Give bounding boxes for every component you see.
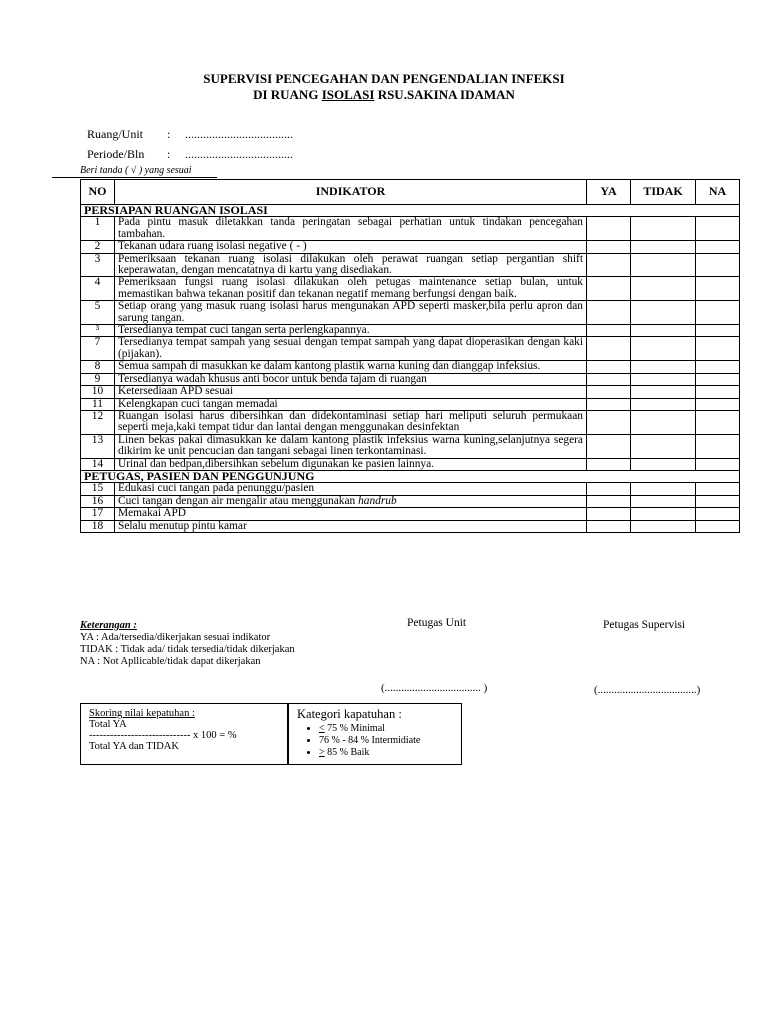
checkbox-cell-tidak[interactable] [631, 434, 696, 458]
row-indikator [115, 277, 587, 301]
checkbox-cell-tidak[interactable] [631, 508, 696, 520]
field-periode-bln[interactable] [87, 147, 293, 162]
indikator-text: Linen bekas pakai dimasukkan ke dalam kantong plastik infeksius warna kuning,selanjutnya segera dikirim ke unit pencucian dan tangani sebagai linen terkontaminasi. [118, 433, 583, 458]
row-indikator [115, 410, 587, 434]
row-indikator [115, 361, 587, 373]
checkbox-cell-na[interactable] [696, 386, 740, 398]
indicator-table [80, 179, 740, 533]
checkbox-cell-ya[interactable] [587, 373, 631, 385]
checkbox-cell-ya[interactable] [587, 495, 631, 507]
table-header-row [81, 180, 740, 205]
row-number: 7 [81, 337, 115, 361]
table-row [81, 508, 740, 520]
kategori-text: 85 % Baik [324, 747, 370, 758]
indikator-text: Tekanan udara ruang isolasi negative ( - ) [118, 240, 307, 253]
indikator-text: Memakai APD [118, 507, 187, 520]
title-line2-post: RSU.SAKINA IDAMAN [374, 87, 515, 102]
row-number: 17 [81, 508, 115, 520]
indikator-text: Selalu menutup pintu kamar [118, 519, 247, 532]
keterangan-legend [80, 620, 295, 668]
checkbox-cell-ya[interactable] [587, 434, 631, 458]
title-line2-pre: DI RUANG [253, 87, 322, 102]
document-title-line1: SUPERVISI PENCEGAHAN DAN PENGENDALIAN INFEKSI [203, 71, 565, 86]
table-row [81, 386, 740, 398]
indikator-text: Tersedianya wadah khusus anti bocor untuk benda tajam di ruangan [118, 372, 427, 385]
indikator-italic-text: handrub [358, 494, 397, 507]
kategori-item-minimal [319, 723, 453, 735]
indikator-text: Semua sampah di masukkan ke dalam kantong plastik warna kuning dan dianggap infeksius. [118, 360, 541, 373]
checkbox-cell-ya[interactable] [587, 410, 631, 434]
checkbox-cell-tidak[interactable] [631, 301, 696, 325]
row-number: 13 [81, 434, 115, 458]
keterangan-heading: Keterangan : [80, 620, 137, 631]
checkbox-cell-na[interactable] [696, 253, 740, 277]
header-no: NO [81, 180, 115, 205]
row-indikator [115, 483, 587, 495]
row-indikator [115, 508, 587, 520]
signature-petugas-supervisi: Petugas Supervisi [603, 619, 686, 631]
field-label: Periode/Bln [87, 147, 145, 161]
checkbox-cell-ya[interactable] [587, 458, 631, 470]
row-number: 2 [81, 241, 115, 253]
checkbox-cell-na[interactable] [696, 325, 740, 337]
checkbox-cell-ya[interactable] [587, 520, 631, 532]
section-title: PERSIAPAN RUANGAN ISOLASI [81, 205, 740, 217]
table-row [81, 398, 740, 410]
kategori-symbol: < [319, 723, 325, 734]
checkbox-cell-tidak[interactable] [631, 495, 696, 507]
checkbox-cell-na[interactable] [696, 483, 740, 495]
table-row [81, 277, 740, 301]
row-number: 15 [81, 483, 115, 495]
row-indikator [115, 373, 587, 385]
row-number: 12 [81, 410, 115, 434]
table-row [81, 253, 740, 277]
indikator-text: Ruangan isolasi harus dibersihkan dan didekontaminasi setiap hari meliputi seluruh permukaan seperti meja,kaki tempat tidur dan lantai dengan menggunakan desinfektan [118, 409, 583, 434]
kategori-text: 76 % - 84 % Intermidiate [319, 735, 421, 746]
indikator-text: Cuci tangan dengan air mengalir atau menggunakan [118, 494, 359, 507]
checkmark-hint: Beri tanda ( √ ) yang sesuai [80, 165, 192, 176]
table-row [81, 301, 740, 325]
checkbox-cell-tidak[interactable] [631, 398, 696, 410]
row-number: 10 [81, 386, 115, 398]
scoring-box [80, 703, 288, 765]
row-indikator [115, 495, 587, 507]
keterangan-line: NA : Not Apllicable/tidak dapat dikerjakan [80, 656, 261, 667]
checkbox-cell-tidak[interactable] [631, 277, 696, 301]
title-line2-underlined: ISOLASI [321, 87, 375, 102]
checkbox-cell-ya[interactable] [587, 398, 631, 410]
indikator-text: Kelengkapan cuci tangan memadai [118, 397, 278, 410]
checkbox-cell-na[interactable] [696, 434, 740, 458]
header-na: NA [696, 180, 740, 205]
table-row [81, 520, 740, 532]
checkbox-cell-ya[interactable] [587, 217, 631, 241]
section-header-row [81, 205, 740, 217]
row-number: 3 [81, 253, 115, 277]
checkbox-cell-tidak[interactable] [631, 217, 696, 241]
kategori-box [288, 703, 462, 765]
table-row [81, 495, 740, 507]
checkbox-cell-ya[interactable] [587, 508, 631, 520]
scoring-numerator: Total YA [89, 719, 127, 730]
checkbox-cell-ya[interactable] [587, 277, 631, 301]
row-number: 14 [81, 458, 115, 470]
checkbox-cell-na[interactable] [696, 337, 740, 361]
indikator-text: Pemeriksaan tekanan ruang isolasi dilakukan oleh perawat ruangan setiap pergantian shift keperawatan, dengan mencatatnya di kartu yang disediakan. [118, 252, 583, 277]
header-indikator: INDIKATOR [115, 180, 587, 205]
checkbox-cell-tidak[interactable] [631, 410, 696, 434]
scoring-denominator: Total YA dan TIDAK [89, 741, 179, 752]
checkbox-cell-na[interactable] [696, 373, 740, 385]
header-ya: YA [587, 180, 631, 205]
row-number: 8 [81, 361, 115, 373]
checkbox-cell-tidak[interactable] [631, 373, 696, 385]
indikator-text: Ketersediaan APD sesuai [118, 385, 234, 398]
kategori-item-baik [319, 747, 453, 759]
kategori-text: 75 % Minimal [324, 723, 385, 734]
header-tidak: TIDAK [631, 180, 696, 205]
field-colon: : [167, 147, 171, 161]
checkbox-cell-tidak[interactable] [631, 386, 696, 398]
section-header-row [81, 470, 740, 482]
kategori-symbol: > [319, 747, 325, 758]
document-title-line2 [0, 87, 768, 103]
field-colon: : [167, 127, 171, 141]
table-row [81, 373, 740, 385]
table-row [81, 325, 740, 337]
scoring-heading: Skoring nilai kepatuhan : [89, 708, 195, 719]
row-number: 5 [81, 301, 115, 325]
row-indikator [115, 301, 587, 325]
checkbox-cell-tidak[interactable] [631, 361, 696, 373]
checkbox-cell-ya[interactable] [587, 325, 631, 337]
checkbox-cell-ya[interactable] [587, 386, 631, 398]
indikator-text: Pemeriksaan fungsi ruang isolasi dilakukan oleh petugas maintenance setiap bulan, untuk memastikan bahwa tekanan positif dan tekanan negatif memang berfungsi dengan baik. [118, 276, 583, 300]
kategori-item-intermidiate [319, 735, 453, 747]
row-number: 1 [81, 217, 115, 241]
checkbox-cell-tidak[interactable] [631, 337, 696, 361]
checkbox-cell-ya[interactable] [587, 337, 631, 361]
table-row [81, 410, 740, 434]
row-number: 9 [81, 373, 115, 385]
row-number: 16 [81, 495, 115, 507]
keterangan-line: TIDAK : Tidak ada/ tidak tersedia/tidak dikerjakan [80, 644, 295, 655]
signature-petugas-unit: Petugas Unit [407, 617, 467, 629]
checkbox-cell-tidak[interactable] [631, 325, 696, 337]
checkbox-cell-na[interactable] [696, 458, 740, 470]
section-title: PETUGAS, PASIEN DAN PENGGUNJUNG [81, 470, 740, 482]
checkbox-cell-na[interactable] [696, 277, 740, 301]
row-indikator [115, 241, 587, 253]
hint-underline [52, 177, 217, 178]
indikator-text: Setiap orang yang masuk ruang isolasi harus mengunakan APD seperti masker,bila perlu apron dan sarung tangan. [118, 300, 583, 324]
row-indikator [115, 386, 587, 398]
checkbox-cell-na[interactable] [696, 520, 740, 532]
checkbox-cell-tidak[interactable] [631, 520, 696, 532]
checkbox-cell-ya[interactable] [587, 361, 631, 373]
checkbox-cell-tidak[interactable] [631, 458, 696, 470]
field-value[interactable]: .................................... [185, 147, 293, 161]
checkbox-cell-ya[interactable] [587, 253, 631, 277]
scoring-fraction-line: ----------------------------- x 100 = % [89, 730, 237, 741]
row-number: 4 [81, 277, 115, 301]
checkbox-cell-na[interactable] [696, 410, 740, 434]
checkbox-cell-na[interactable] [696, 508, 740, 520]
table-row [81, 361, 740, 373]
checkbox-cell-na[interactable] [696, 398, 740, 410]
row-number: 18 [81, 520, 115, 532]
row-indikator [115, 337, 587, 361]
table-row [81, 337, 740, 361]
indikator-text: Pada pintu masuk diletakkan tanda peringatan sebagai perhatian untuk tindakan pencegahan tambahan. [118, 216, 583, 240]
table-row [81, 483, 740, 495]
checkbox-cell-na[interactable] [696, 241, 740, 253]
checkbox-cell-na[interactable] [696, 495, 740, 507]
table-row [81, 217, 740, 241]
row-indikator [115, 253, 587, 277]
kategori-list [297, 723, 453, 759]
checkbox-cell-na[interactable] [696, 217, 740, 241]
checkbox-cell-tidak[interactable] [631, 241, 696, 253]
checkbox-cell-na[interactable] [696, 361, 740, 373]
row-indikator [115, 325, 587, 337]
field-ruang-unit[interactable] [87, 127, 293, 142]
row-indikator [115, 520, 587, 532]
checkbox-cell-ya[interactable] [587, 301, 631, 325]
signature-supervisi-blank[interactable]: (....................................) [594, 684, 701, 696]
field-label: Ruang/Unit [87, 127, 143, 141]
row-indikator [115, 398, 587, 410]
row-number: ³ [81, 325, 115, 337]
checkbox-cell-ya[interactable] [587, 483, 631, 495]
kategori-heading: Kategori kapatuhan : [297, 707, 402, 721]
indikator-text: Urinal dan bedpan,dibersihkan sebelum digunakan ke pasien lainnya. [118, 457, 434, 470]
checkbox-cell-tidak[interactable] [631, 253, 696, 277]
checkbox-cell-ya[interactable] [587, 241, 631, 253]
row-indikator [115, 217, 587, 241]
keterangan-line: YA : Ada/tersedia/dikerjakan sesuai indikator [80, 632, 271, 643]
indikator-text: Tersedianya tempat sampah yang sesuai dengan tempat sampah yang dapat dioperasikan dengan kaki (pijakan). [118, 336, 583, 360]
field-value[interactable]: .................................... [185, 127, 293, 141]
signature-unit-blank[interactable]: (................................... ) [381, 682, 488, 694]
row-number: 11 [81, 398, 115, 410]
indikator-text: Tersedianya tempat cuci tangan serta perlengkapannya. [118, 324, 370, 337]
indikator-text: Edukasi cuci tangan pada penunggu/pasien [118, 482, 315, 495]
table-row [81, 434, 740, 458]
checkbox-cell-na[interactable] [696, 301, 740, 325]
table-row [81, 241, 740, 253]
row-indikator [115, 434, 587, 458]
checkbox-cell-tidak[interactable] [631, 483, 696, 495]
